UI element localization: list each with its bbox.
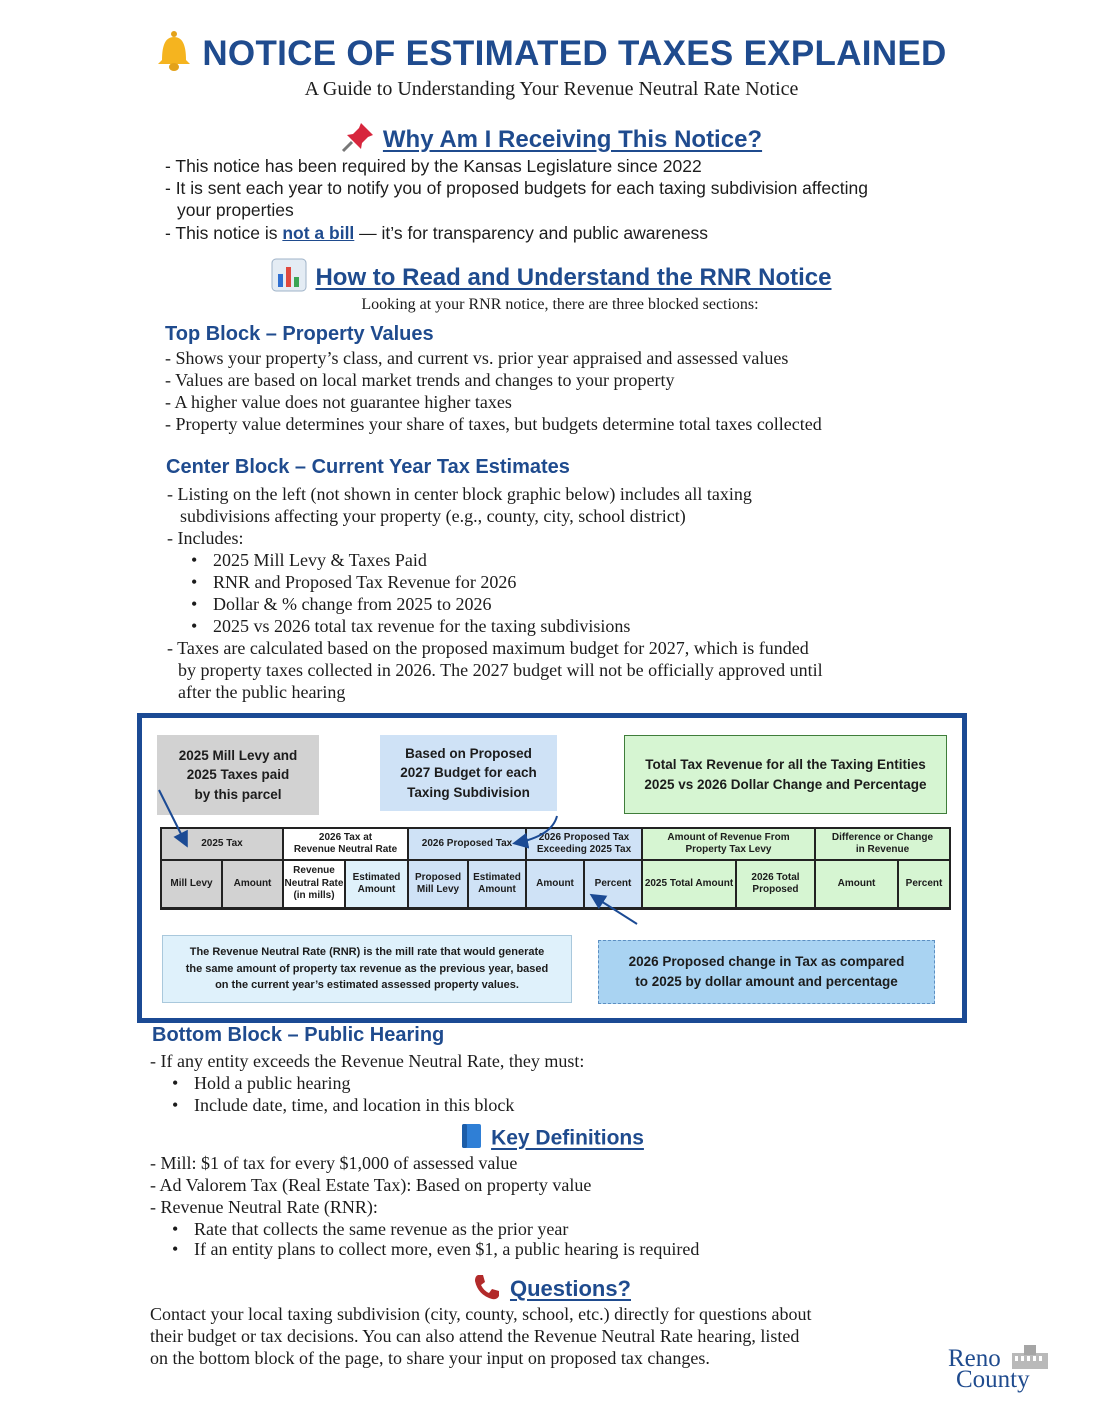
definition-line-3: - Revenue Neutral Rate (RNR): (150, 1197, 378, 1217)
col-label: Proposed (414, 871, 462, 883)
group-label: Difference or Change (831, 831, 934, 843)
top-block-line-3: - A higher value does not guarantee higher taxes (165, 392, 512, 412)
callout-green-line: 2025 vs 2026 Dollar Change and Percentage (644, 776, 927, 792)
questions-line-3: on the bottom block of the page, to share your input on proposed tax changes. (150, 1348, 710, 1368)
callout-gray-line: 2025 Taxes paid (186, 767, 290, 783)
definitions-heading-text: Key Definitions (491, 1126, 644, 1150)
center-bullet-3: • Dollar & % change from 2025 to 2026 (213, 593, 491, 615)
center-block-heading: Center Block – Current Year Tax Estimates (166, 456, 570, 478)
title-text: NOTICE OF ESTIMATED TAXES EXPLAINED (202, 33, 947, 73)
why-line-4-prefix: - This notice is (165, 223, 283, 243)
definition-line-1: - Mill: $1 of tax for every $1,000 of assessed value (150, 1153, 518, 1173)
callout-gray-line: 2025 Mill Levy and (178, 747, 298, 763)
col-label: Amount (357, 884, 396, 895)
why-line-1: - This notice has been required by the Kansas Legislature since 2022 (165, 156, 702, 176)
how-heading (0, 258, 1103, 299)
group-label: 2025 Tax (201, 837, 243, 849)
center-bullet-2: • RNR and Proposed Tax Revenue for 2026 (213, 571, 516, 593)
why-heading-text: Why Am I Receiving This Notice? (382, 125, 763, 153)
definitions-heading (0, 1123, 1103, 1155)
center-block-line-2: subdivisions affecting your property (e.g., county, city, school district) (180, 506, 686, 526)
col-label: Proposed (752, 884, 799, 895)
definition-bullet-2: • If an entity plans to collect more, even $1, a public hearing is required (194, 1238, 699, 1260)
page-subtitle: A Guide to Understanding Your Revenue Neutral Rate Notice (304, 78, 799, 100)
rnr-note-line: the same amount of property tax revenue as the previous year, based (185, 962, 549, 975)
rnr-note-line: The Revenue Neutral Rate (RNR) is the mill rate that would generate (189, 946, 545, 959)
why-line-2: - It is sent each year to notify you of proposed budgets for each taxing subdivision affecting (165, 178, 869, 198)
bottom-block-line-1: - If any entity exceeds the Revenue Neutral Rate, they must: (150, 1051, 585, 1071)
reno-county-logo (948, 1343, 1058, 1399)
bar-chart-icon (271, 258, 307, 299)
questions-heading-text: Questions? (509, 1275, 631, 1301)
bottom-bullet-1: • Hold a public hearing (194, 1072, 350, 1094)
book-icon (459, 1123, 483, 1155)
definition-line-2: - Ad Valorem Tax (Real Estate Tax): Based on property value (150, 1175, 592, 1195)
group-label: Amount of Revenue From (667, 831, 790, 843)
bottom-block-heading: Bottom Block – Public Hearing (152, 1024, 445, 1046)
center-bullet-1: • 2025 Mill Levy & Taxes Paid (213, 549, 427, 571)
col-label: Estimated (352, 871, 401, 883)
how-heading-text: How to Read and Understand the RNR Notice (315, 263, 832, 291)
col-label: Revenue (293, 865, 335, 877)
not-a-bill-link[interactable]: not a bill (282, 223, 355, 243)
rnr-diagram (137, 713, 967, 1023)
callout-gray-line: by this parcel (194, 786, 282, 802)
col-label: 2025 Total Amount (644, 877, 734, 889)
col-label: Mill Levy (416, 884, 460, 895)
why-line-4-suffix: — it’s for transparency and public awareness (354, 223, 709, 243)
callout-blue-line: 2027 Budget for each (400, 765, 537, 781)
definition-bullet-1: • Rate that collects the same revenue as the prior year (194, 1218, 568, 1240)
logo-line-2: County (956, 1366, 1030, 1393)
col-label: Percent (905, 877, 943, 889)
change-note-line: 2026 Proposed change in Tax as compared (628, 953, 905, 969)
top-block-line-4: - Property value determines your share of taxes, but budgets determine total taxes collected (165, 414, 822, 434)
top-block-line-2: - Values are based on local market trends and changes to your property (165, 370, 675, 390)
col-label: Amount (233, 877, 272, 889)
callout-blue-line: Taxing Subdivision (407, 784, 530, 800)
col-label: Estimated (473, 871, 521, 883)
col-label: Neutral Rate (284, 877, 344, 889)
group-label: Exceeding 2025 Tax (536, 844, 632, 855)
center-after-1: - Taxes are calculated based on the proposed maximum budget for 2027, which is funded (167, 638, 809, 658)
how-intro: Looking at your RNR notice, there are three blocked sections: (361, 296, 759, 313)
bottom-bullet-2: • Include date, time, and location in this block (194, 1094, 514, 1116)
center-block-line-1: - Listing on the left (not shown in center block graphic below) includes all taxing (167, 484, 752, 504)
center-block-line-3: - Includes: (167, 528, 244, 548)
callout-green-line: Total Tax Revenue for all the Taxing Entities (645, 757, 926, 772)
group-label: in Revenue (855, 844, 910, 855)
group-label: Property Tax Levy (685, 844, 772, 855)
page-title (0, 30, 1103, 81)
questions-line-2: their budget or tax decisions. You can also attend the Revenue Neutral Rate hearing, listed (150, 1326, 800, 1346)
why-line-4 (165, 222, 708, 244)
col-label: Mill Levy (170, 877, 213, 889)
col-label: Amount (478, 884, 516, 895)
group-label: Revenue Neutral Rate (293, 844, 398, 855)
col-label: Percent (594, 877, 632, 889)
center-after-2: by property taxes collected in 2026. The 2027 budget will not be officially approved until (178, 660, 823, 680)
rnr-note-line: on the current year’s estimated assessed property values. (215, 979, 519, 992)
bell-icon (156, 30, 192, 81)
center-after-3: after the public hearing (178, 682, 346, 702)
group-label: 2026 Proposed Tax (538, 831, 630, 843)
logo-line-1: Reno (948, 1345, 1001, 1372)
callout-blue-line: Based on Proposed (405, 745, 532, 761)
center-bullet-4: • 2025 vs 2026 total tax revenue for the taxing subdivisions (213, 615, 630, 637)
group-label: 2026 Tax at (318, 831, 373, 843)
col-label: 2026 Total (751, 871, 800, 883)
top-block-line-1: - Shows your property’s class, and current vs. prior year appraised and assessed values (165, 348, 789, 368)
why-line-3: your properties (177, 200, 294, 220)
questions-line-1: Contact your local taxing subdivision (city, county, school, etc.) directly for questions about (150, 1304, 812, 1324)
col-label: Amount (837, 877, 876, 889)
col-label: Amount (536, 877, 574, 889)
top-block-heading: Top Block – Property Values (165, 323, 434, 345)
col-label: (in mills) (293, 890, 335, 902)
callout-arrows (142, 718, 962, 1018)
group-label: 2026 Proposed Tax (421, 837, 513, 849)
change-note-line: to 2025 by dollar amount and percentage (635, 974, 898, 989)
